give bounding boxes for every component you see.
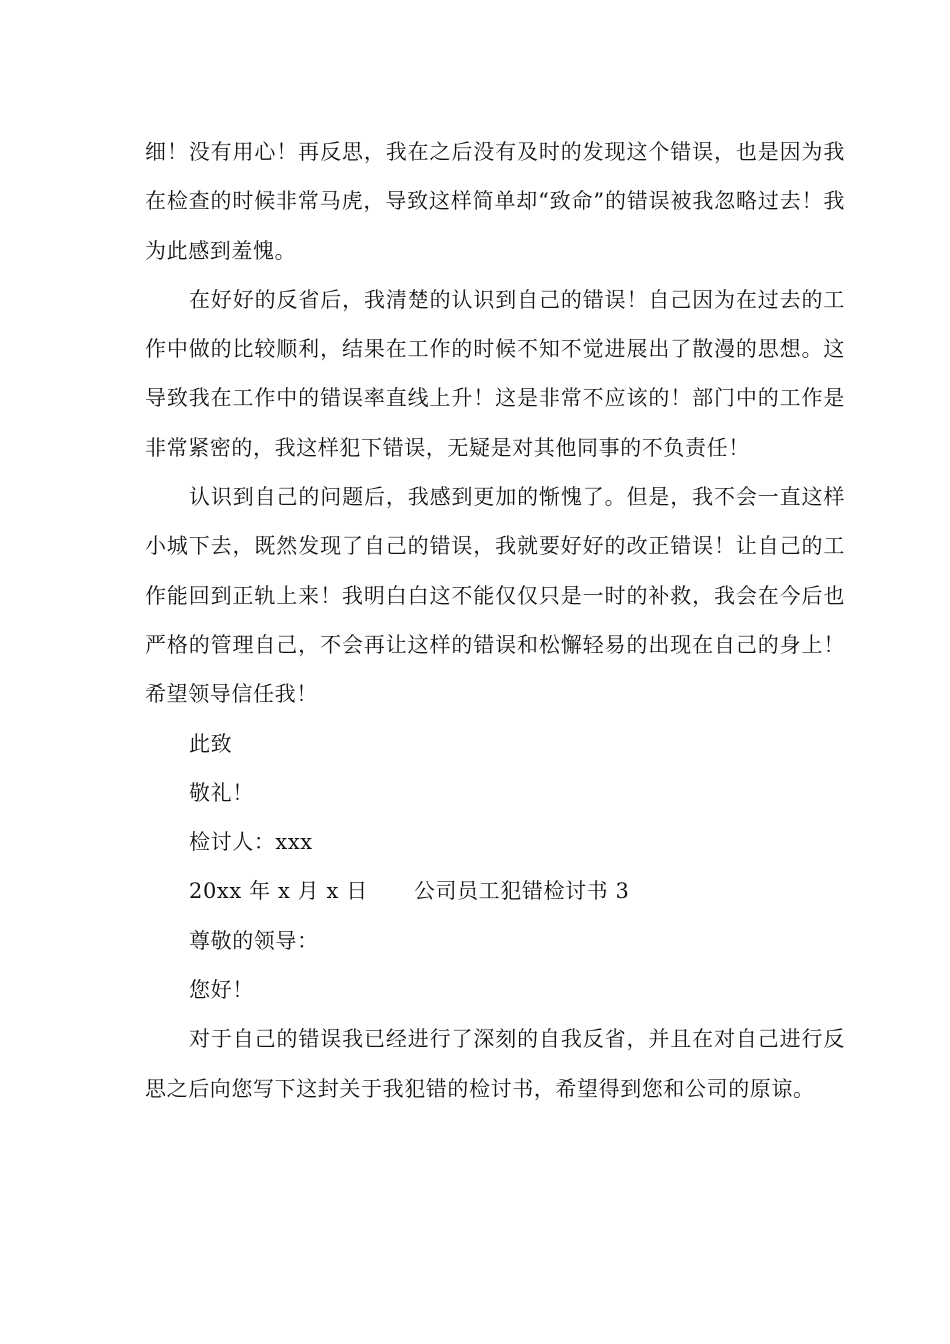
next-document-title: 公司员工犯错检讨书 3: [413, 879, 630, 904]
document-page: [145, 128, 845, 1114]
greeting-line: 尊敬的领导：: [189, 928, 319, 953]
paragraph-commitment: 认识到自己的问题后，我感到更加的惭愧了。但是，我不会一直这样小城下去，既然发现了自己的错误，我就要好好的改正错误！让自己的工作能回到正轨上来！我明白白这不能仅仅只是一时的补救，我会在今后也严格的管理自己，不会再让这样的错误和松懈轻易的出现在自己的身上！希望领导信任我！: [145, 485, 845, 707]
signature-line: 检讨人：xxx: [189, 830, 313, 855]
date-title-line: [145, 867, 845, 916]
date-text: 20xx 年 x 月 x 日: [189, 879, 368, 904]
paragraph-reflection: 在好好的反省后，我清楚的认识到自己的错误！自己因为在过去的工作中做的比较顺利，结果在工作的时候不知不觉进展出了散漫的思想。这导致我在工作中的错误率直线上升！这是非常不应该的！部门中的工作是非常紧密的，我这样犯下错误，无疑是对其他同事的不负责任！: [145, 287, 845, 460]
paragraph-continuation: 细！没有用心！再反思，我在之后没有及时的发现这个错误，也是因为我在检查的时候非常马虎，导致这样简单却“致命”的错误被我忽略过去！我为此感到羞愧。: [145, 140, 845, 263]
hello-line: 您好！: [189, 978, 254, 1003]
paragraph-final: 对于自己的错误我已经进行了深刻的自我反省，并且在对自己进行反思之后向您写下这封关于我犯错的检讨书，希望得到您和公司的原谅。: [145, 1027, 845, 1101]
closing-line: 此致: [189, 731, 233, 756]
salute-line: 敬礼！: [189, 780, 254, 805]
